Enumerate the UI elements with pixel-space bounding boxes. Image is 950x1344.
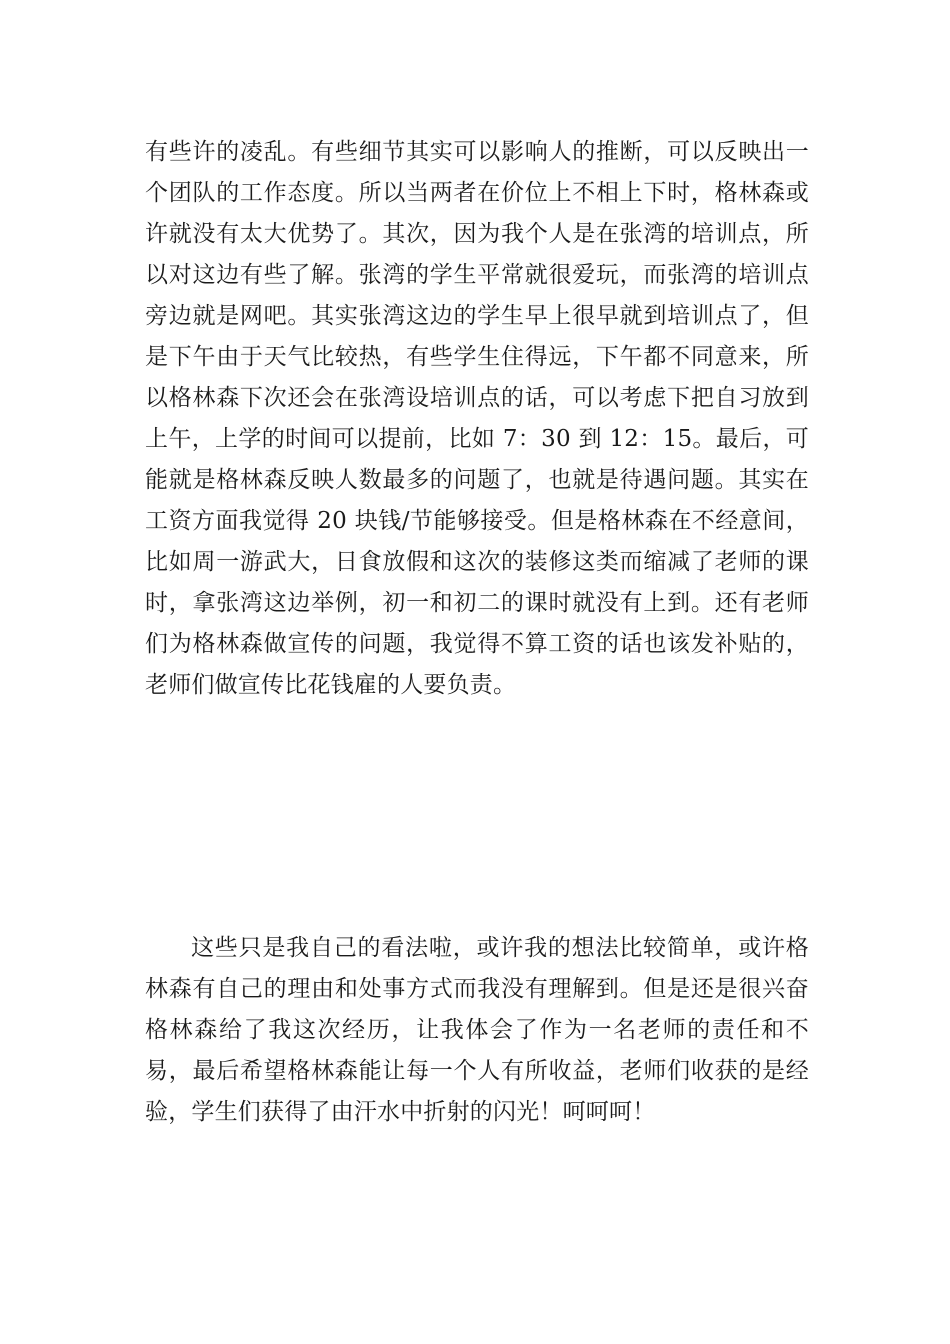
body-paragraph-2: 这些只是我自己的看法啦，或许我的想法比较简单，或许格林森有自己的理由和处事方式而我没有理解到。但是还是很兴奋格林森给了我这次经历，让我体会了作为一名老师的责任和不易，最后希望格林森能让每一个人有所收益，老师们收获的是经验，学生们获得了由汗水中折射的闪光！呵呵呵！ [145,935,809,1125]
body-paragraph-1: 有些许的凌乱。有些细节其实可以影响人的推断，可以反映出一个团队的工作态度。所以当两者在价位上不相上下时，格林森或许就没有太大优势了。其次，因为我个人是在张湾的培训点，所以对这边有些了解。张湾的学生平常就很爱玩，而张湾的培训点旁边就是网吧。其实张湾这边的学生早上很早就到培训点了，但是下午由于天气比较热，有些学生住得远，下午都不同意来，所以格林森下次还会在张湾设培训点的话，可以考虑下把自习放到上午，上学的时间可以提前，比如 7：30 到 12：15。最后，可能就是格林森反映人数最多的问题了，也就是待遇问题。其实在工资方面我觉得 20 块钱/节能够接受。但是格林森在不经意间，比如周一游武大，日食放假和这次的装修这类而缩减了老师的课时，拿张湾这边举例，初一和初二的课时就没有上到。还有老师们为格林森做宣传的问题，我觉得不算工资的话也该发补贴的，老师们做宣传比花钱雇的人要负责。 [145,139,809,698]
